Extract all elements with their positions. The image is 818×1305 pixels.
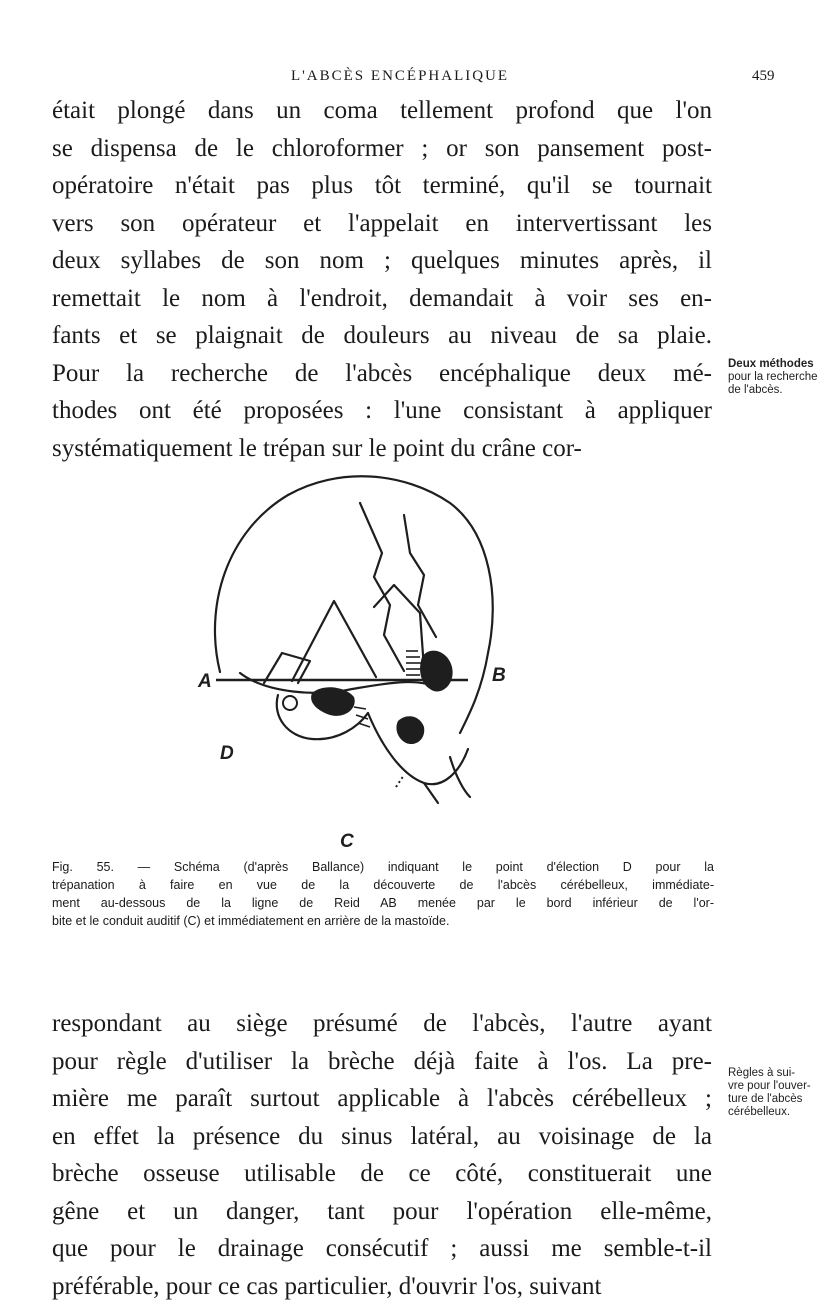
running-header [0,68,800,85]
text-line: en effet la présence du sinus latéral, au voisinage de la [52,1122,712,1150]
text-line: opératoire n'était pas plus tôt terminé, qu'il se tournait [52,172,712,199]
label-a: A [198,671,212,692]
page-number: 459 [752,68,775,84]
point-d-marker [283,696,297,710]
margin-note-line: de l'abcès. [728,384,783,396]
bone-shading [311,687,355,716]
text-line: systématiquement le trépan sur le point du crâne cor- [52,434,582,462]
caption-line: Fig. 55. — Schéma (d'après Ballance) indiquant le point d'élection D pour la [52,860,714,874]
skull-outline [215,476,493,733]
margin-note-line: Règles à sui- [728,1067,796,1079]
caption-line: bite et le conduit auditif (C) et immédiatement en arrière de la mastoïde. [52,914,450,928]
text-line: préférable, pour ce cas particulier, d'ouvrir l'os, suivant [52,1272,602,1300]
text-line: brèche osseuse utilisable de ce côté, constituerait une [52,1160,712,1187]
body-text-top [52,92,712,467]
figure-caption [52,858,714,930]
skull-figure [168,457,528,857]
caption-line: ment au-dessous de la ligne de Reid AB menée par le bord inférieur de l'or- [52,896,714,910]
text-line: gêne et un danger, tant pour l'opération elle-même, [52,1197,712,1225]
skull-diagram [168,457,528,857]
margin-note-line: ture de l'abcès [728,1093,803,1105]
mastoid-dotted-line [396,775,404,787]
margin-note-line: Deux méthodes [728,358,814,370]
text-line: vers son opérateur et l'appelait en intervertissant les [52,209,712,237]
label-c: C [340,831,354,852]
orbit-region [420,651,453,692]
occipital-curve [450,757,470,797]
margin-note-methods [728,358,818,397]
label-d: D [220,743,234,764]
margin-note-line: vre pour l'ouver- [728,1080,811,1092]
label-b: B [492,665,506,686]
running-title: L'ABCÈS ENCÉPHALIQUE [290,68,510,84]
text-line: mière me paraît surtout applicable à l'abcès cérébelleux ; [52,1085,712,1112]
suture-line [360,503,404,671]
text-line: Pour la recherche de l'abcès encéphalique deux mé- [52,359,712,387]
text-line: thodes ont été proposées : l'une consistant à appliquer [52,397,712,424]
text-line: fants et se plaignait de douleurs au niveau de sa plaie. [52,322,712,349]
text-line: se dispensa de le chloroformer ; or son pansement post- [52,134,712,162]
margin-note-rules [728,1067,811,1119]
text-line: que pour le drainage consécutif ; aussi me semble-t-il [52,1235,712,1262]
margin-note-line: pour la recherche [728,371,818,383]
text-line: pour règle d'utiliser la brèche déjà faite à l'os. La pre- [52,1047,712,1075]
text-line: deux syllabes de son nom ; quelques minutes après, il [52,247,712,274]
body-text-bottom [52,1005,712,1305]
text-line: était plongé dans un coma tellement profond que l'on [52,97,712,124]
caption-line: trépanation à faire en vue de la découverte de l'abcès cérébelleux, immédiate- [52,878,714,892]
chin-line [424,783,438,803]
margin-note-line: cérébelleux. [728,1106,791,1118]
text-line: remettait le nom à l'endroit, demandait à voir ses en- [52,284,712,312]
bone-shading [396,716,424,744]
text-line: respondant au siège présumé de l'abcès, l'autre ayant [52,1010,712,1037]
